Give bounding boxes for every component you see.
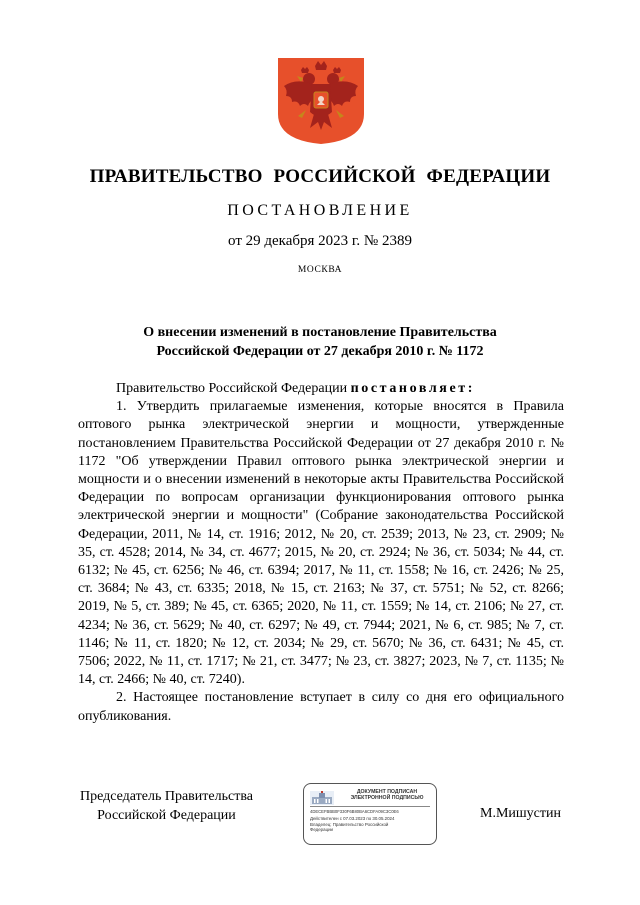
stamp-owner-line-2: Федерации — [310, 827, 333, 833]
subject-line-2: Российской Федерации от 27 декабря 2010 г. № 1172 — [156, 344, 484, 359]
decree-item-2: 2. Настоящее постановление вступает в силу со дня его официального опубликования. — [78, 690, 564, 724]
signatory-position — [80, 787, 253, 825]
stamp-owner — [310, 822, 434, 833]
decree-item-1: 1. Утвердить прилагаемые изменения, которые вносятся в Правила оптового рынка электрической энергии и мощности, утвержденные постановлением Правительства Российской Федерации от 27 декабря 2010 г. № 1172 "Об утверждении Правил оптового рынка электрической энергии и мощности и о внесении изменений в некоторые акты Правительства Российской Федерации по вопросам организации функционирования оптового рынка электрической энергии и мощности" (Собрание законодательства Российской Федерации, 2011, № 14, ст. 1916; 2012, № 20, ст. 2539; 2013, № 23, ст. 2909; № 35, ст. 4528; 2014, № 34, ст. 4677; 2015, № 20, ст. 2924; № 36, ст. 5034; № 44, ст. 6132; № 45, ст. 6256; № 46, ст. 6394; 2017, № 11, ст. 1558; № 16, ст. 2426; № 25, ст. 3684; № 43, ст. 6335; 2018, № 15, ст. 2163; № 37, ст. 5751; № 52, ст. 8266; 2019, № 5, ст. 389; № 45, ст. 6365; 2020, № 11, ст. 1559; № 14, ст. 2106; № 27, ст. 4234; № 36, ст. 5629; № 40, ст. 6297; № 49, ст. 7944; 2021, № 6, ст. 985; № 7, ст. 1146; № 11, ст. 1820; № 12, ст. 2034; № 29, ст. 5670; № 36, ст. 6431; № 45, ст. 7506; 2022, № 11, ст. 1717; № 21, ст. 3477; № 23, ст. 3827; 2023, № 7, ст. 1135; № 14, ст. 2466; № 40, ст. 7240). — [78, 399, 564, 688]
document-body — [78, 380, 564, 726]
decree-word: постановляет: — [350, 381, 475, 396]
subject-line-1: О внесении изменений в постановление Правительства — [143, 325, 497, 340]
stamp-title — [338, 789, 436, 801]
stamp-title-line-2: ЭЛЕКТРОННОЙ ПОДПИСЬЮ — [350, 795, 424, 802]
document-city: МОСКВА — [297, 265, 343, 275]
document-subject — [80, 323, 560, 361]
government-building-icon — [310, 791, 334, 805]
coat-of-arms-icon — [276, 56, 366, 146]
intro-text: Правительство Российской Федерации — [116, 381, 351, 396]
document-date-number: от 29 декабря 2023 г. № 2389 — [228, 233, 412, 249]
signatory-name: М.Мишустин — [480, 806, 561, 821]
electronic-signature-stamp — [303, 783, 437, 845]
document-type: ПОСТАНОВЛЕНИЕ — [227, 202, 413, 219]
stamp-title-line-1: ДОКУМЕНТ ПОДПИСАН — [356, 789, 418, 795]
position-line-1: Председатель Правительства — [80, 789, 253, 804]
position-line-2: Российской Федерации — [97, 808, 236, 823]
stamp-validity: Действителен с 07.03.2023 по 30.05.2024 — [310, 816, 395, 821]
government-title: ПРАВИТЕЛЬСТВО РОССИЙСКОЙ ФЕДЕРАЦИИ — [89, 166, 551, 187]
decree-intro — [78, 380, 564, 398]
stamp-certificate: 4DECEFBBB0F330F6B80BA6CDFA09C3C0E6 — [310, 809, 399, 814]
stamp-owner-line-1: Владелец: Правительство Российской — [310, 822, 389, 827]
stamp-divider — [310, 806, 430, 807]
